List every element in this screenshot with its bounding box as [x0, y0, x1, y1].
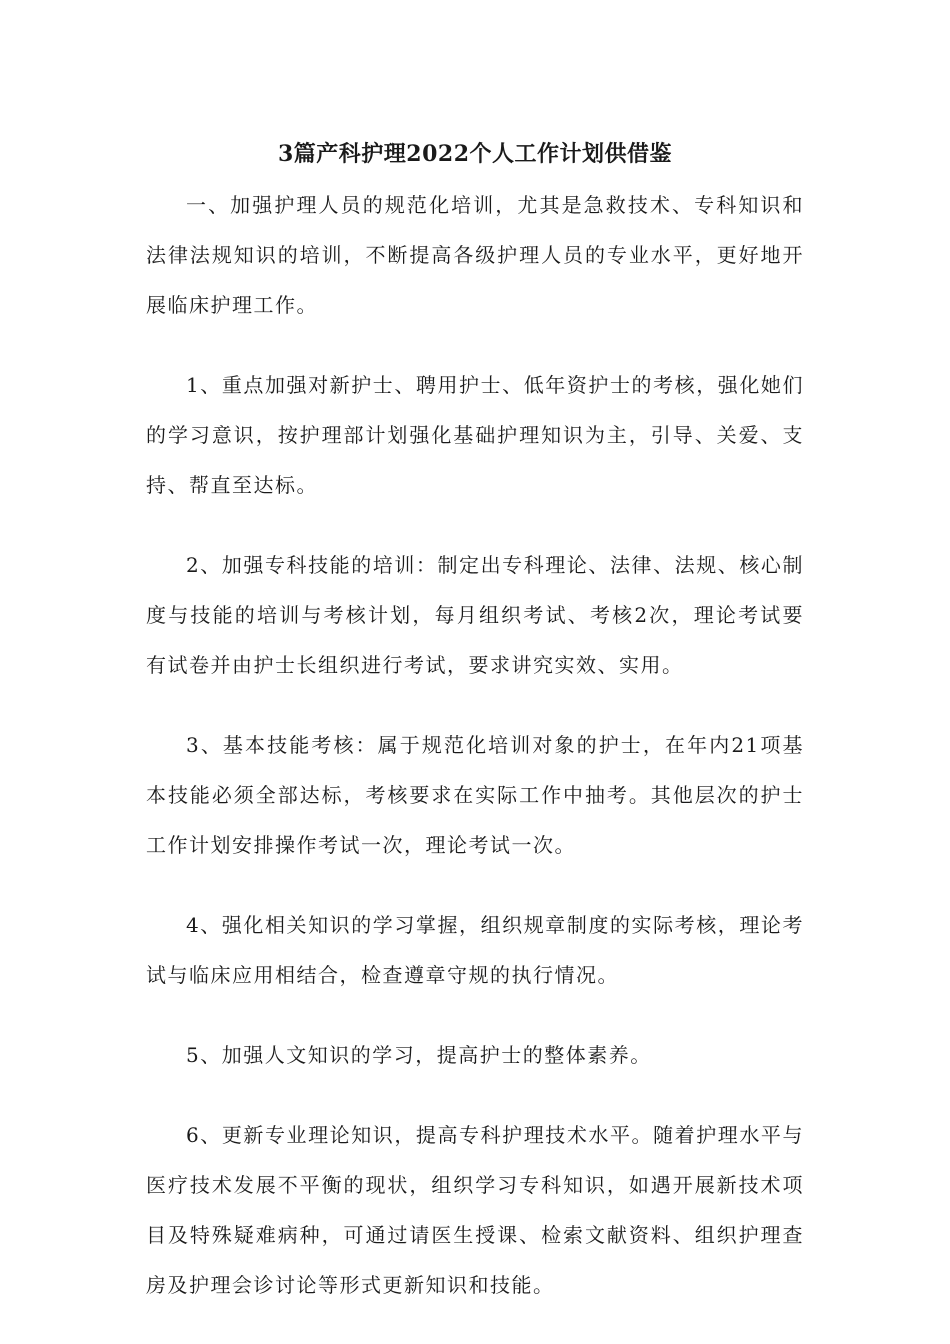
paragraph-7: 6、更新专业理论知识，提高专科护理技术水平。随着护理水平与医疗技术发展不平衡的现状，组织学习专科知识，如遇开展新技术项目及特殊疑难病种，可通过请医生授课、检索文献资料、组织护理查房及护理会诊讨论等形式更新知识和技能。	[146, 1123, 804, 1297]
paragraph-2: 1、重点加强对新护士、聘用护士、低年资护士的考核，强化她们的学习意识，按护理部计划强化基础护理知识为主，引导、关爱、支持、帮直至达标。	[146, 373, 804, 497]
paragraph-5: 4、强化相关知识的学习掌握，组织规章制度的实际考核，理论考试与临床应用相结合，检查遵章守规的执行情况。	[146, 913, 804, 987]
paragraph-3: 2、加强专科技能的培训：制定出专科理论、法律、法规、核心制度与技能的培训与考核计划，每月组织考试、考核2次，理论考试要有试卷并由护士长组织进行考试，要求讲究实效、实用。	[146, 553, 804, 677]
paragraph-6: 5、加强人文知识的学习，提高护士的整体素养。	[186, 1043, 652, 1067]
paragraph-4: 3、基本技能考核：属于规范化培训对象的护士，在年内21项基本技能必须全部达标，考核要求在实际工作中抽考。其他层次的护士工作计划安排操作考试一次，理论考试一次。	[146, 733, 804, 857]
document-title: 3篇产科护理2022个人工作计划供借鉴	[277, 141, 673, 167]
paragraph-1: 一、加强护理人员的规范化培训，尤其是急救技术、专科知识和法律法规知识的培训，不断提高各级护理人员的专业水平，更好地开展临床护理工作。	[146, 193, 804, 317]
document-body	[146, 180, 804, 1340]
